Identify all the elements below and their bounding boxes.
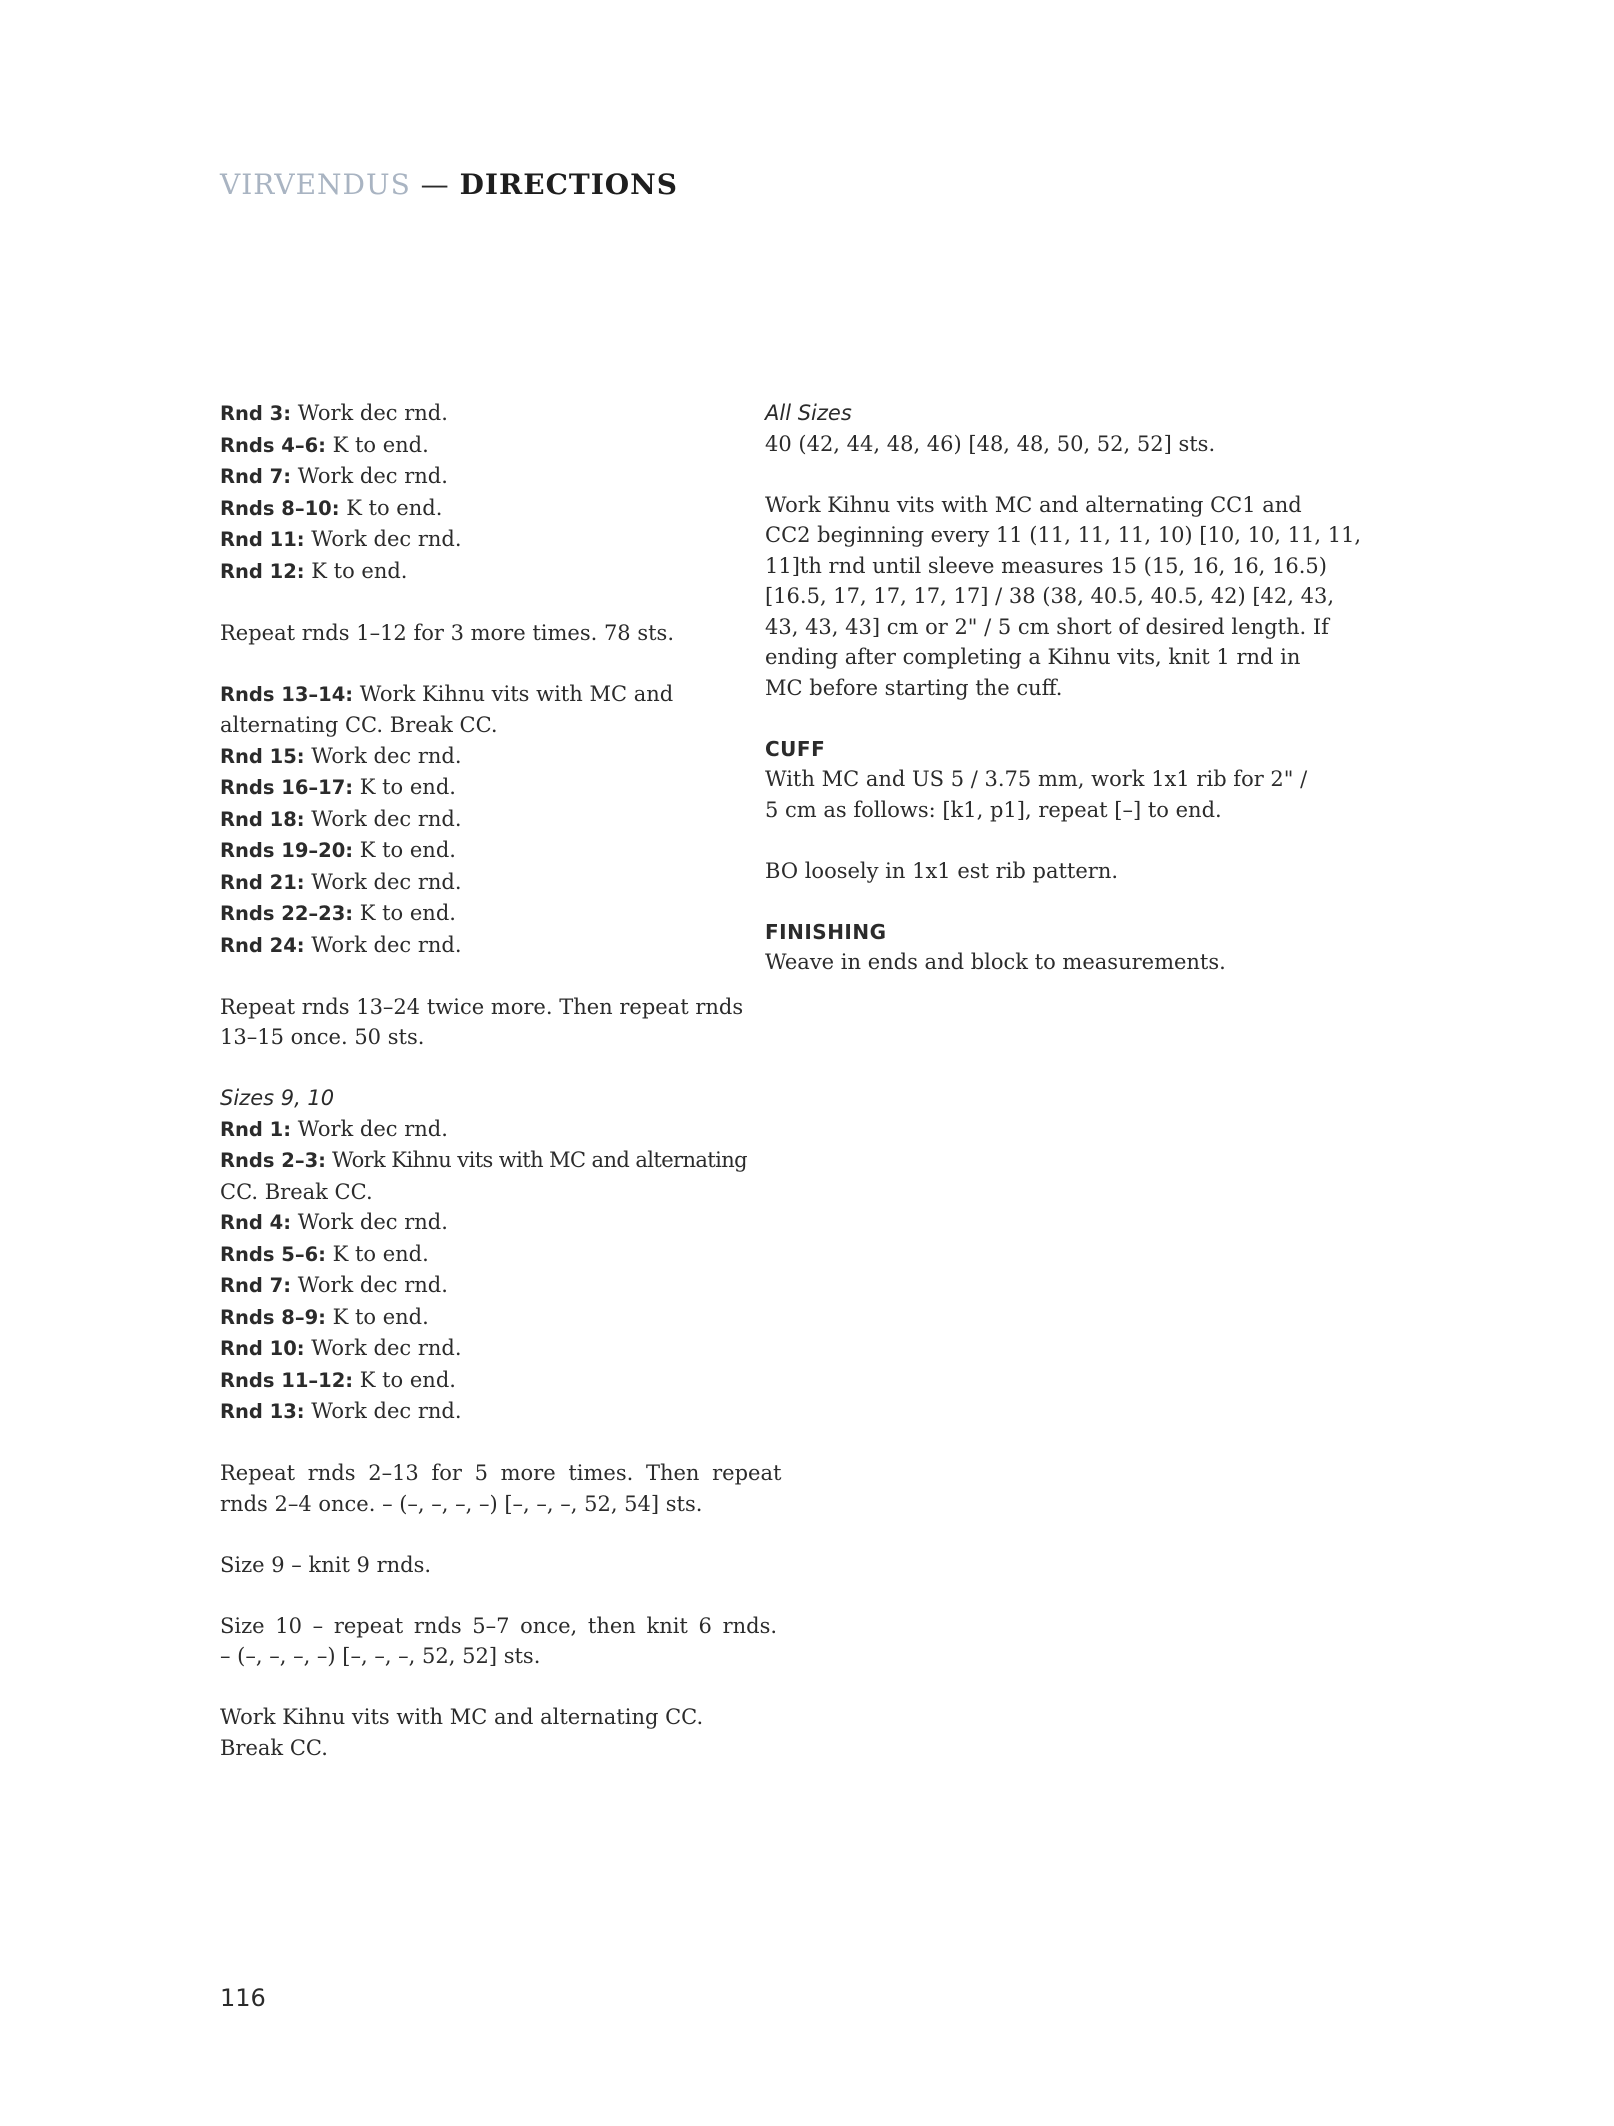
round-label: Rnd 21:	[220, 870, 305, 894]
round-text: Work Kihnu vits with MC and alternating	[325, 1148, 748, 1172]
instruction-line	[220, 461, 740, 493]
round-text: Work dec rnd.	[291, 1273, 448, 1297]
instruction-line	[220, 1270, 740, 1302]
round-label: Rnd 3:	[220, 402, 292, 425]
instruction-line	[220, 493, 740, 525]
repeat-instruction-continuation: rnds 2–4 once. – (–, –, –, –) [–, –, –, 52, 54] sts.	[220, 1491, 703, 1516]
round-text: K to end.	[353, 775, 456, 799]
paragraph-line: ending after completing a Kihnu vits, knit 1 rnd in	[765, 645, 1301, 669]
round-text: Work Kihnu vits with MC and	[353, 681, 674, 706]
paragraph-line: [16.5, 17, 17, 17, 17] / 38 (38, 40.5, 40.5, 42) [42, 43,	[765, 584, 1334, 608]
repeat-instruction-continuation: 13–15 once. 50 sts.	[220, 1025, 425, 1049]
finishing-heading: FINISHING	[765, 919, 887, 944]
final-instruction: Work Kihnu vits with MC and alternating CC.	[220, 1705, 704, 1729]
round-text: K to end.	[353, 1367, 456, 1392]
round-label: Rnd 13:	[220, 1400, 305, 1423]
instruction-line	[220, 1396, 740, 1428]
instruction-line	[220, 1302, 740, 1334]
pattern-name: VIRVENDUS	[220, 168, 411, 201]
page-header	[220, 168, 678, 201]
bind-off-instruction: BO loosely in 1x1 est rib pattern.	[765, 858, 1119, 883]
round-text: Work dec rnd.	[291, 1116, 448, 1141]
round-label: Rnd 10:	[220, 1337, 305, 1360]
page-number: 116	[220, 1984, 266, 2012]
instruction-line	[220, 1145, 748, 1177]
round-text: K to end.	[304, 558, 408, 583]
round-text: Work dec rnd.	[291, 1210, 448, 1234]
sizes-subheading: Sizes 9, 10	[220, 1086, 335, 1110]
paragraph-line: Work Kihnu vits with MC and alternating CC1 and	[765, 492, 1302, 517]
header-separator: —	[410, 168, 460, 201]
round-label: Rnds 8–9:	[220, 1305, 326, 1329]
round-label: Rnd 11:	[220, 528, 305, 551]
instruction-line	[220, 804, 740, 836]
instruction-line	[220, 679, 740, 711]
finishing-instruction: Weave in ends and block to measurements.	[765, 950, 1226, 974]
round-label: Rnd 7:	[220, 1274, 292, 1297]
round-text: K to end.	[325, 432, 429, 457]
round-text: Work dec rnd.	[304, 743, 462, 768]
round-label: Rnds 22–23:	[220, 902, 354, 925]
size-10-instruction: Size 10 – repeat rnds 5–7 once, then knit 6 rnds.	[220, 1613, 778, 1638]
rounds-block-3	[220, 1114, 748, 1428]
round-label: Rnds 5–6:	[220, 1242, 326, 1266]
round-label: Rnd 7:	[220, 465, 292, 488]
instruction-line	[220, 398, 740, 430]
rounds-block-1	[220, 398, 740, 587]
size-10-instruction-continuation: – (–, –, –, –) [–, –, –, 52, 52] sts.	[220, 1644, 541, 1668]
round-label: Rnd 1:	[220, 1117, 292, 1141]
round-text: Work dec rnd.	[304, 1399, 462, 1423]
instruction-line	[220, 1239, 740, 1271]
round-text: K to end.	[353, 901, 456, 925]
final-instruction-continuation: Break CC.	[220, 1735, 328, 1760]
instruction-line	[220, 1114, 740, 1146]
instruction-line	[220, 1207, 740, 1239]
round-text: K to end.	[339, 495, 443, 520]
round-text: Work dec rnd.	[304, 527, 462, 551]
round-text: K to end.	[325, 1241, 429, 1266]
round-label: Rnds 2–3:	[220, 1149, 326, 1172]
round-label: Rnds 16–17:	[220, 776, 354, 799]
round-label: Rnds 8–10:	[220, 496, 340, 520]
instruction-line	[220, 898, 740, 930]
round-text: Work dec rnd.	[304, 806, 462, 831]
right-column	[765, 398, 1362, 978]
paragraph-line: CC2 beginning every 11 (11, 11, 11, 10) [10, 10, 11, 11,	[765, 523, 1362, 547]
size-9-instruction: Size 9 – knit 9 rnds.	[220, 1552, 432, 1577]
round-label: Rnds 19–20:	[220, 839, 354, 862]
round-text: Work dec rnd.	[304, 932, 462, 957]
instruction-continuation: alternating CC. Break CC.	[220, 713, 498, 737]
paragraph-line: MC before starting the cuff.	[765, 675, 1063, 700]
rounds-block-2	[220, 679, 740, 962]
round-label: Rnd 4:	[220, 1211, 292, 1234]
repeat-instruction: Repeat rnds 2–13 for 5 more times. Then repeat	[220, 1461, 782, 1485]
instruction-line	[220, 930, 740, 962]
instruction-line	[220, 524, 740, 556]
repeat-instruction: Repeat rnds 1–12 for 3 more times. 78 sts.	[220, 620, 675, 645]
instruction-line	[220, 1365, 740, 1397]
cuff-heading: CUFF	[765, 736, 826, 761]
round-label: Rnds 4–6:	[220, 433, 326, 457]
round-label: Rnds 11–12:	[220, 1368, 354, 1392]
instruction-line	[220, 741, 740, 773]
repeat-instruction: Repeat rnds 13–24 twice more. Then repeat rnds	[220, 994, 744, 1019]
instruction-line	[220, 1333, 740, 1365]
paragraph-line: 43, 43, 43] cm or 2" / 5 cm short of desired length. If	[765, 614, 1329, 639]
instruction-line	[220, 556, 740, 588]
paragraph-line: 11]th rnd until sleeve measures 15 (15, 16, 16, 16.5)	[765, 553, 1327, 578]
all-sizes-subheading: All Sizes	[765, 401, 852, 425]
round-text: Work dec rnd.	[291, 464, 448, 488]
instruction-continuation: CC. Break CC.	[220, 1179, 373, 1204]
instruction-line	[220, 772, 740, 804]
cuff-instruction-continuation: 5 cm as follows: [k1, p1], repeat [–] to end.	[765, 797, 1222, 822]
cuff-instruction: With MC and US 5 / 3.75 mm, work 1x1 rib for 2" /	[765, 767, 1308, 791]
kihnu-vits-paragraph	[765, 490, 1362, 704]
section-title: DIRECTIONS	[459, 168, 678, 201]
round-label: Rnd 24:	[220, 933, 305, 957]
round-label: Rnd 15:	[220, 744, 305, 768]
instruction-line	[220, 835, 740, 867]
round-label: Rnds 13–14:	[220, 682, 354, 706]
round-text: K to end.	[353, 838, 456, 862]
stitch-count: 40 (42, 44, 48, 46) [48, 48, 50, 52, 52] sts.	[765, 431, 1216, 456]
round-label: Rnd 18:	[220, 807, 305, 831]
instruction-line	[220, 867, 740, 899]
round-label: Rnd 12:	[220, 559, 305, 583]
round-text: K to end.	[325, 1304, 429, 1329]
left-column	[220, 398, 782, 1763]
round-text: Work dec rnd.	[304, 1336, 462, 1360]
round-text: Work dec rnd.	[291, 401, 448, 425]
instruction-line	[220, 430, 740, 462]
round-text: Work dec rnd.	[304, 869, 462, 894]
